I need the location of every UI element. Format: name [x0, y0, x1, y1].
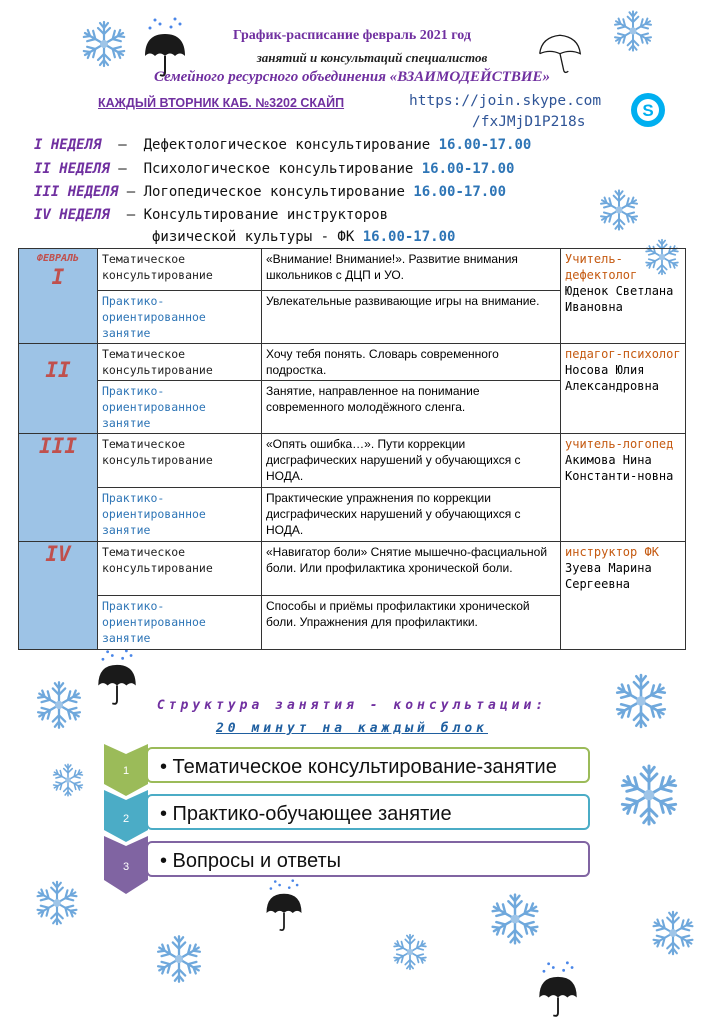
- specialist-cell: Учитель-дефектолог Юденок Светлана Ивановна: [561, 249, 686, 344]
- skype-link-continued[interactable]: /fxJMjD1P218s: [472, 114, 586, 130]
- week-cell: III: [19, 434, 98, 542]
- umbrella-icon: [530, 960, 586, 1020]
- structure-title: Структура занятия - консультации:: [156, 698, 548, 713]
- session-type: Тематическое консультирование: [98, 344, 262, 381]
- session-type: Практико-ориентированное занятие: [98, 488, 262, 542]
- step-chevron: [104, 744, 148, 796]
- step-chevron: [104, 836, 148, 894]
- snowflake-icon: [484, 888, 546, 950]
- specialist-cell: инструктор ФК Зуева Марина Сергеевна: [561, 542, 686, 650]
- structure-block: • Практико-обучающее занятие: [146, 794, 590, 830]
- specialist-cell: педагог-психолог Носова Юлия Александровна: [561, 344, 686, 434]
- svg-text:S: S: [642, 101, 654, 120]
- session-type: Тематическое консультирование: [98, 542, 262, 596]
- table-row: [19, 249, 686, 291]
- session-topic: Занятие, направленное на понимание современного молодёжного сленга.: [262, 381, 561, 434]
- table-row: [19, 344, 686, 381]
- snowflake-icon: [646, 906, 700, 960]
- session-topic: Увлекательные развивающие игры на внимание.: [262, 291, 561, 344]
- week-cell: ФЕВРАЛЬ I: [19, 249, 98, 344]
- snowflake-icon: [594, 185, 644, 235]
- page-title: График-расписание февраль 2021 год: [233, 28, 471, 43]
- week-cell: II: [19, 344, 98, 434]
- snowflake-icon: [612, 758, 686, 832]
- session-topic: «Навигатор боли» Снятие мышечно-фасциальной боли. Или профилактика хронической боли.: [262, 542, 561, 596]
- session-topic: «Опять ошибка…». Пути коррекции дисграфических нарушений у обучающихся с НОДА.: [262, 434, 561, 488]
- week-line: I НЕДЕЛЯ – Дефектологическое консультирование 16.00-17.00: [34, 137, 532, 153]
- week-line: III НЕДЕЛЯ – Логопедическое консультирование 16.00-17.00: [34, 184, 507, 200]
- svg-text:2: 2: [122, 813, 130, 825]
- umbrella-icon: [258, 878, 310, 934]
- session-topic: Хочу тебя понять. Словарь современного подростка.: [262, 344, 561, 381]
- week-line: физической культуры - ФК 16.00-17.00: [34, 229, 456, 245]
- session-type: Практико-ориентированное занятие: [98, 291, 262, 344]
- snowflake-icon: [388, 930, 432, 974]
- session-type: Практико-ориентированное занятие: [98, 596, 262, 650]
- specialist-cell: учитель-логопед Акимова Нина Константи-новна: [561, 434, 686, 542]
- session-type: Тематическое консультирование: [98, 434, 262, 488]
- structure-subtitle: 20 минут на каждый блок: [215, 721, 488, 736]
- month-label: ФЕВРАЛЬ: [36, 253, 80, 264]
- meeting-info: КАЖДЫЙ ВТОРНИК КАБ. №3202 СКАЙП: [98, 96, 345, 110]
- skype-link[interactable]: https://join.skype.com: [409, 93, 602, 109]
- skype-icon[interactable]: [630, 92, 666, 128]
- structure-block: • Тематическое консультирование-занятие: [146, 747, 590, 783]
- snowflake-icon: [150, 930, 208, 988]
- svg-text:1: 1: [122, 765, 130, 777]
- session-topic: «Внимание! Внимание!». Развитие внимания школьников с ДЦП и УО.: [262, 249, 561, 291]
- svg-text:3: 3: [122, 861, 130, 873]
- table-row: [19, 434, 686, 488]
- table-row: [19, 542, 686, 596]
- week-cell: IV: [19, 542, 98, 650]
- organization-name: Семейного ресурсного объединения «ВЗАИМОДЕЙСТВИЕ»: [153, 69, 551, 85]
- week-line: IV НЕДЕЛЯ – Консультирование инструкторов: [34, 207, 389, 223]
- session-topic: Способы и приёмы профилактики хронической боли. Упражнения для профилактики.: [262, 596, 561, 650]
- session-type: Практико-ориентированное занятие: [98, 381, 262, 434]
- step-chevron: [104, 790, 148, 842]
- structure-block: • Вопросы и ответы: [146, 841, 590, 877]
- week-line: II НЕДЕЛЯ – Психологическое консультирование 16.00-17.00: [34, 161, 515, 177]
- session-type: Тематическое консультирование: [98, 249, 262, 291]
- session-topic: Практические упражнения по коррекции дисграфических нарушений у обучающихся с НОДА.: [262, 488, 561, 542]
- snowflake-icon: [48, 760, 88, 800]
- schedule-table: [18, 248, 686, 650]
- snowflake-icon: [30, 876, 84, 930]
- page-subtitle: занятий и консультаций специалистов: [256, 50, 488, 65]
